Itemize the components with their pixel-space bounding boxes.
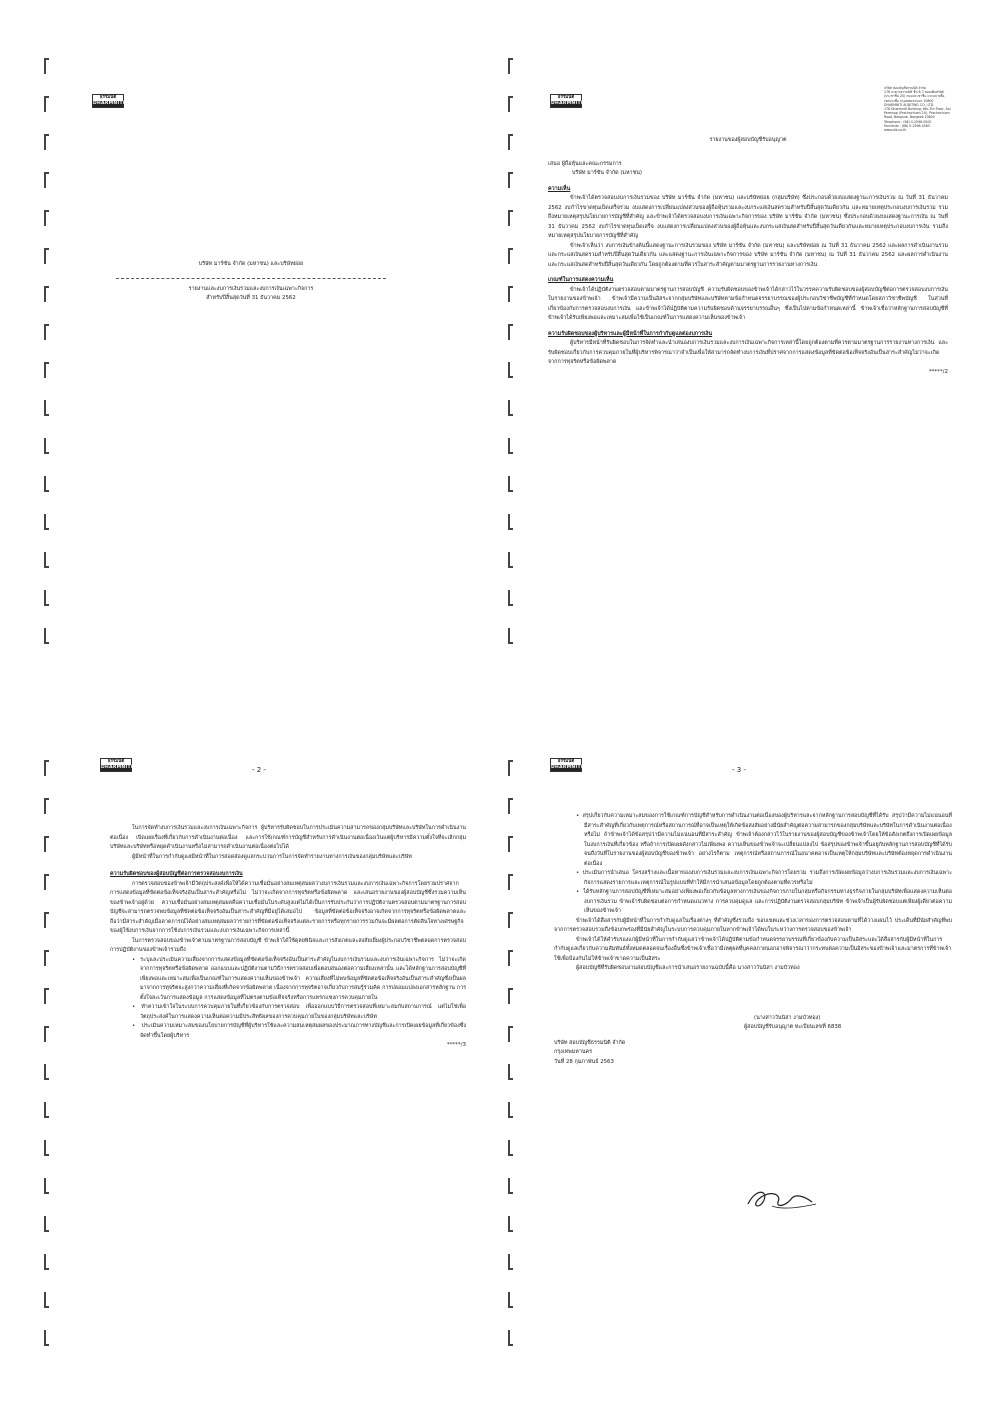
opinion-paragraph: ข้าพเจ้าได้ตรวจสอบงบการเงินรวมของ บริษัท มาร์ซัน จำกัด (มหาชน) และบริษัทย่อย (กลุ่มบริษัท) ซึ่งประกอบด้วยงบแสดงฐานะการเงินรวม ณ วันที่ 31 ธันวาคม 2562 งบกำไรขาดทุนเบ็ดเสร็จรวม งบแสดงการเปลี่ยนแปลงส่วนของผู้ถือหุ้นรวมและงบกระแสเงินสดรวมสำหรับปีสิ้นสุดวันเดียวกัน และหมายเหตุประกอบงบการเงินรวม รวมถึงหมายเหตุสรุปนโยบายการบัญชีที่สำคัญ และข้าพเจ้าได้ตรวจสอบงบการเงินเฉพาะกิจการของ บริษัท มาร์ซัน จำกัด (มหาชน) ซึ่งประกอบด้วยงบแสดงฐานะการเงิน ณ วันที่ 31 ธันวาคม 2562 งบกำไรขาดทุนเบ็ดเสร็จ งบแสดงการเปลี่ยนแปลงส่วนของผู้ถือหุ้นและงบกระแสเงินสดสำหรับปีสิ้นสุดวันเดียวกันและหมายเหตุประกอบงบการเงิน รวมถึงหมายเหตุสรุปนโยบายการบัญชีที่สำคัญ	[548, 195, 948, 239]
bullet-text: ทำความเข้าใจในระบบการควบคุมภายในที่เกี่ยวข้องกับการตรวจสอบ เพื่อออกแบบวิธีการตรวจสอบที่เหมาะสมกับสถานการณ์ แต่ไม่ใช่เพื่อวัตถุประสงค์ในการแสดงความเห็นต่อความมีประสิทธิผลของการควบคุมภายในของกลุ่มบริษัทและบริษัท	[140, 1004, 466, 1020]
opinion-paragraph: ข้าพเจ้าเห็นว่า งบการเงินข้างต้นนี้แสดงฐานะการเงินรวมของ บริษัท มาร์ซัน จำกัด (มหาชน) และบริษัทย่อย ณ วันที่ 31 ธันวาคม 2562 และผลการดำเนินงานรวมและกระแสเงินสดรวมสำหรับปีสิ้นสุดวันเดียวกัน และแสดงฐานะการเงินเฉพาะกิจการของ บริษัท มาร์ซัน จำกัด (มหาชน) ณ วันที่ 31 ธันวาคม 2562 และผลการดำเนินงานและกระแสเงินสดสำหรับปีสิ้นสุดวันเดียวกัน โดยถูกต้องตามที่ควรในสาระสำคัญตามมาตรฐานการรายงานทางการเงิน	[548, 242, 948, 268]
page-number: - 2 -	[252, 766, 266, 774]
cover-period: สำหรับปีสิ้นสุดวันที่ 31 ธันวาคม 2562	[206, 295, 296, 301]
basis-paragraph: ข้าพเจ้าได้ปฏิบัติงานตรวจสอบตามมาตรฐานการสอบบัญชี ความรับผิดชอบของข้าพเจ้าได้กล่าวไว้ในวรรคความรับผิดชอบของผู้สอบบัญชีต่อการตรวจสอบงบการเงินในรายงานของข้าพเจ้า ข้าพเจ้ามีความเป็นอิสระจากกลุ่มบริษัทและบริษัทตามข้อกำหนดจรรยาบรรณของผู้ประกอบวิชาชีพบัญชีที่กำหนดโดยสภาวิชาชีพบัญชี ในส่วนที่เกี่ยวข้องกับการตรวจสอบงบการเงิน และข้าพเจ้าได้ปฏิบัติตามความรับผิดชอบด้านจรรยาบรรณอื่นๆ ซึ่งเป็นไปตามข้อกำหนดเหล่านี้ ข้าพเจ้าเชื่อว่าหลักฐานการสอบบัญชีที่ข้าพเจ้าได้รับเพียงพอและเหมาะสมเพื่อใช้เป็นเกณฑ์ในการแสดงความเห็นของข้าพเจ้า	[548, 286, 948, 321]
report-body	[554, 812, 952, 1067]
page-audit-report-1	[496, 0, 992, 702]
cover-company: บริษัท มาร์ซัน จำกัด (มหาชน) และบริษัทย่อย	[198, 261, 304, 267]
report-date: วันที่ 28 กุมภาพันธ์ 2563	[554, 1058, 614, 1065]
responsibility-paragraph: ผู้บริหารมีหน้าที่รับผิดชอบในการจัดทำและนำเสนองบการเงินรวมและงบการเงินเฉพาะกิจการเหล่านี้โดยถูกต้องตามที่ควรตามมาตรฐานการรายงานทางการเงิน และรับผิดชอบเกี่ยวกับการควบคุมภายในที่ผู้บริหารพิจารณาว่าจำเป็นเพื่อให้สามารถจัดทำงบการเงินที่ปราศจากการแสดงข้อมูลที่ขัดต่อข้อเท็จจริงอันเป็นสาระสำคัญไม่ว่าจะเกิดจากการทุจริตหรือข้อผิดพลาด	[548, 340, 948, 365]
bullet-item: • สรุปเกี่ยวกับความเหมาะสมของการใช้เกณฑ์การบัญชีสำหรับการดำเนินงานต่อเนื่องของผู้บริหารและจากหลักฐานการสอบบัญชีที่ได้รับ สรุปว่ามีความไม่แน่นอนที่มีสาระสำคัญที่เกี่ยวกับเหตุการณ์หรือสถานการณ์ที่อาจเป็นเหตุให้เกิดข้อสงสัยอย่างมีนัยสำคัญต่อความสามารถของกลุ่มบริษัทและบริษัทในการดำเนินงานต่อเนื่องหรือไม่ ถ้าข้าพเจ้าได้ข้อสรุปว่ามีความไม่แน่นอนที่มีสาระสำคัญ ข้าพเจ้าต้องกล่าวไว้ในรายงานของผู้สอบบัญชีของข้าพเจ้าโดยให้ข้อสังเกตถึงการเปิดเผยข้อมูลในงบการเงินที่เกี่ยวข้อง หรือถ้าการเปิดเผยดังกล่าวไม่เพียงพอ ความเห็นของข้าพเจ้าจะเปลี่ยนแปลงไป ข้อสรุปของข้าพเจ้าขึ้นอยู่กับหลักฐานการสอบบัญชีที่ได้รับจนถึงวันที่ในรายงานของผู้สอบบัญชีของข้าพเจ้า อย่างไรก็ตาม เหตุการณ์หรือสถานการณ์ในอนาคตอาจเป็นเหตุให้กลุ่มบริษัทและบริษัทต้องหยุดการดำเนินงานต่อเนื่อง	[576, 813, 952, 867]
bullet-text: ประเมินความเหมาะสมของนโยบายการบัญชีที่ผู้บริหารใช้และความสมเหตุสมผลของประมาณการทางบัญชีและการเปิดเผยข้อมูลที่เกี่ยวข้องซึ่งจัดทำขึ้นโดยผู้บริหาร	[140, 1023, 466, 1039]
bullet-text: สรุปเกี่ยวกับความเหมาะสมของการใช้เกณฑ์การบัญชีสำหรับการดำเนินงานต่อเนื่องของผู้บริหารและจากหลักฐานการสอบบัญชีที่ได้รับ สรุปว่ามีความไม่แน่นอนที่มีสาระสำคัญที่เกี่ยวกับเหตุการณ์หรือสถานการณ์ที่อาจเป็นเหตุให้เกิดข้อสงสัยอย่างมีนัยสำคัญต่อความสามารถของกลุ่มบริษัทและบริษัทในการดำเนินงานต่อเนื่องหรือไม่ ถ้าข้าพเจ้าได้ข้อสรุปว่ามีความไม่แน่นอนที่มีสาระสำคัญ ข้าพเจ้าต้องกล่าวไว้ในรายงานของผู้สอบบัญชีของข้าพเจ้าโดยให้ข้อสังเกตถึงการเปิดเผยข้อมูลในงบการเงินที่เกี่ยวข้อง หรือถ้าการเปิดเผยดังกล่าวไม่เพียงพอ ความเห็นของข้าพเจ้าจะเปลี่ยนแปลงไป ข้อสรุปของข้าพเจ้าขึ้นอยู่กับหลักฐานการสอบบัญชีที่ได้รับจนถึงวันที่ในรายงานของผู้สอบบัญชีของข้าพเจ้า อย่างไรก็ตาม เหตุการณ์หรือสถานการณ์ในอนาคตอาจเป็นเหตุให้กลุ่มบริษัทและบริษัทต้องหยุดการดำเนินงานต่อเนื่อง	[582, 813, 952, 867]
bullet-item: • ได้รับหลักฐานการสอบบัญชีที่เหมาะสมอย่างเพียงพอเกี่ยวกับข้อมูลทางการเงินของกิจการภายในกลุ่มหรือกิจกรรมทางธุรกิจภายในกลุ่มบริษัทเพื่อแสดงความเห็นต่องบการเงินรวม ข้าพเจ้ารับผิดชอบต่อการกำหนดแนวทาง การควบคุมดูแล และการปฏิบัติงานตรวจสอบกลุ่มบริษัท ข้าพเจ้าเป็นผู้รับผิดชอบแต่เพียงผู้เดียวต่อความเห็นของข้าพเจ้า	[576, 889, 952, 914]
paragraph: การตรวจสอบของข้าพเจ้ามีวัตถุประสงค์เพื่อให้ได้ความเชื่อมั่นอย่างสมเหตุสมผลว่างบการเงินรวมและงบการเงินเฉพาะกิจการโดยรวมปราศจากการแสดงข้อมูลที่ขัดต่อข้อเท็จจริงอันเป็นสาระสำคัญหรือไม่ ไม่ว่าจะเกิดจากการทุจริตหรือข้อผิดพลาด และเสนอรายงานของผู้สอบบัญชีซึ่งรวมความเห็นของข้าพเจ้าอยู่ด้วย ความเชื่อมั่นอย่างสมเหตุสมผลคือความเชื่อมั่นในระดับสูงแต่ไม่ได้เป็นการรับประกันว่าการปฏิบัติงานตรวจสอบตามมาตรฐานการสอบบัญชีจะสามารถตรวจพบข้อมูลที่ขัดต่อข้อเท็จจริงอันเป็นสาระสำคัญที่มีอยู่ได้เสมอไป ข้อมูลที่ขัดต่อข้อเท็จจริงอาจเกิดจากการทุจริตหรือข้อผิดพลาดและถือว่ามีสาระสำคัญเมื่อคาดการณ์ได้อย่างสมเหตุสมผลว่ารายการที่ขัดต่อข้อเท็จจริงแต่ละรายการหรือทุกรายการรวมกันจะมีผลต่อการตัดสินใจทางเศรษฐกิจของผู้ใช้งบการเงินจากการใช้งบการเงินรวมและงบการเงินเฉพาะกิจการเหล่านี้	[110, 880, 466, 934]
page-cover	[0, 0, 496, 702]
logo-thai-text: ธรรมนิติ	[551, 759, 581, 765]
binding-holes	[508, 760, 526, 1380]
logo-thai-text: ธรรมนิติ	[551, 95, 581, 101]
paragraph: ในการจัดทำงบการเงินรวมและงบการเงินเฉพาะกิจการ ผู้บริหารรับผิดชอบในการประเมินความสามารถของกลุ่มบริษัทและบริษัทในการดำเนินงานต่อเนื่อง เปิดเผยเรื่องที่เกี่ยวกับการดำเนินงานต่อเนื่อง และการใช้เกณฑ์การบัญชีสำหรับการดำเนินงานต่อเนื่องเว้นแต่ผู้บริหารมีความตั้งใจที่จะเลิกกลุ่มบริษัทและบริษัทหรือหยุดดำเนินงานหรือไม่สามารถดำเนินงานต่อเนื่องต่อไปได้	[110, 825, 466, 850]
section-heading-responsibility: ความรับผิดชอบของผู้บริหารและผู้มีหน้าที่ในการกำกับดูแลต่องบการเงิน	[548, 330, 713, 337]
paragraph: ผู้สอบบัญชีที่รับผิดชอบงานสอบบัญชีและการนำเสนอรายงานฉบับนี้คือ นางสาววันนิสา งามบัวทอง	[576, 965, 800, 971]
letterhead-line: (ประชาชื่น 20) ถนนประชาชื่น แขวงบางซื่อ	[884, 94, 945, 99]
auditor-license: ผู้สอบบัญชีรับอนุญาต ทะเบียนเลขที่ 6838	[744, 1024, 842, 1030]
paragraph: ในการตรวจสอบของข้าพเจ้าตามมาตรฐานการสอบบัญชี ข้าพเจ้าได้ใช้ดุลยพินิจและการสังเกตและสงสัยเยี่ยงผู้ประกอบวิชาชีพตลอดการตรวจสอบ การปฏิบัติงานของข้าพเจ้ารวมถึง	[110, 937, 466, 953]
dharmniti-logo	[550, 758, 582, 772]
bullet-item: • ประเมินการนำเสนอ โครงสร้างและเนื้อหาของงบการเงินรวมและงบการเงินเฉพาะกิจการโดยรวม รวมถึงการเปิดเผยข้อมูลว่างบการเงินรวมและงบการเงินเฉพาะกิจการแสดงรายการและเหตุการณ์ในรูปแบบที่ทำให้มีการนำเสนอข้อมูลโดยถูกต้องตามที่ควรหรือไม่	[576, 870, 952, 886]
cover-title: รายงานและงบการเงินรวมและงบการเงินเฉพาะกิจการ	[188, 285, 314, 292]
paragraph: ข้าพเจ้าได้สื่อสารกับผู้มีหน้าที่ในการกำกับดูแลในเรื่องต่างๆ ที่สำคัญซึ่งรวมถึง ขอบเขตและช่วงเวลาของการตรวจสอบตามที่ได้วางแผนไว้ ประเด็นที่มีนัยสำคัญที่พบจากการตรวจสอบรวมถึงข้อบกพร่องที่มีนัยสำคัญในระบบการควบคุมภายในหากข้าพเจ้าได้พบในระหว่างการตรวจสอบของข้าพเจ้า	[554, 917, 952, 933]
paragraph: ผู้มีหน้าที่ในการกำกับดูแลมีหน้าที่ในการสอดส่องดูแลกระบวนการในการจัดทำรายงานทางการเงินของกลุ่มบริษัทและบริษัท	[132, 853, 412, 860]
report-body	[110, 824, 466, 1051]
letterhead-line: www.dia.co.th	[884, 128, 907, 133]
auditor-name: (นางสาววันนิสา งามบัวทอง)	[754, 1014, 821, 1021]
bullet-text: ได้รับหลักฐานการสอบบัญชีที่เหมาะสมอย่างเพียงพอเกี่ยวกับข้อมูลทางการเงินของกิจการภายในกลุ่มหรือกิจกรรมทางธุรกิจภายในกลุ่มบริษัทเพื่อแสดงความเห็นต่องบการเงินรวม ข้าพเจ้ารับผิดชอบต่อการกำหนดแนวทาง การควบคุมดูแล และการปฏิบัติงานตรวจสอบกลุ่มบริษัท ข้าพเจ้าเป็นผู้รับผิดชอบแต่เพียงผู้เดียวต่อความเห็นของข้าพเจ้า	[583, 889, 952, 914]
bullet-text: ระบุและประเมินความเสี่ยงจากการแสดงข้อมูลที่ขัดต่อข้อเท็จจริงอันเป็นสาระสำคัญในงบการเงินรวมและงบการเงินเฉพาะกิจการ ไม่ว่าจะเกิดจากการทุจริตหรือข้อผิดพลาด ออกแบบและปฏิบัติงานตามวิธีการตรวจสอบเพื่อตอบสนองต่อความเสี่ยงเหล่านั้น และได้หลักฐานการสอบบัญชีที่เพียงพอและเหมาะสมเพื่อเป็นเกณฑ์ในการแสดงความเห็นของข้าพเจ้า ความเสี่ยงที่ไม่พบข้อมูลที่ขัดต่อข้อเท็จจริงอันเป็นสาระสำคัญซึ่งเป็นผลมาจากการทุจริตจะสูงกว่าความเสี่ยงที่เกิดจากข้อผิดพลาด เนื่องจากการทุจริตอาจเกี่ยวกับการสมรู้ร่วมคิด การปลอมแปลงเอกสารหลักฐาน การตั้งใจละเว้นการแสดงข้อมูล การแสดงข้อมูลที่ไม่ตรงตามข้อเท็จจริงหรือการแทรกแซงการควบคุมภายใน	[140, 956, 466, 1001]
section-heading-basis: เกณฑ์ในการแสดงความเห็น	[548, 277, 614, 283]
letterhead-line: Permsap (Prachachuen 20), Prachachuen	[884, 111, 950, 116]
city: กรุงเทพมหานคร	[554, 1049, 593, 1055]
bullet-item: • ทำความเข้าใจในระบบการควบคุมภายในที่เกี่ยวข้องกับการตรวจสอบ เพื่อออกแบบวิธีการตรวจสอบที่เหมาะสมกับสถานการณ์ แต่ไม่ใช่เพื่อวัตถุประสงค์ในการแสดงความเห็นต่อความมีประสิทธิผลของการควบคุมภายในของกลุ่มบริษัทและบริษัท	[132, 1004, 466, 1020]
bullet-item: • ประเมินความเหมาะสมของนโยบายการบัญชีที่ผู้บริหารใช้และความสมเหตุสมผลของประมาณการทางบัญชีและการเปิดเผยข้อมูลที่เกี่ยวข้องซึ่งจัดทำขึ้นโดยผู้บริหาร	[132, 1023, 466, 1039]
binding-holes	[44, 760, 62, 1380]
auditor-signature	[742, 1184, 822, 1214]
dharmniti-logo	[100, 758, 132, 772]
cover-title-block	[116, 260, 386, 304]
logo-thai-text: ธรรมนิติ	[101, 759, 131, 765]
letterhead-line: บริษัท สอบบัญชีธรรมนิติ จำกัด	[884, 86, 927, 90]
binding-holes	[44, 58, 62, 678]
addressee-line: เสนอ ผู้ถือหุ้นและคณะกรรมการ	[548, 160, 622, 167]
addressee-company: บริษัท มาร์ซัน จำกัด (มหาชน)	[572, 170, 643, 176]
bullet-text: ประเมินการนำเสนอ โครงสร้างและเนื้อหาของงบการเงินรวมและงบการเงินเฉพาะกิจการโดยรวม รวมถึงการเปิดเผยข้อมูลว่างบการเงินรวมและงบการเงินเฉพาะกิจการแสดงรายการและเหตุการณ์ในรูปแบบที่ทำให้มีการนำเสนอข้อมูลโดยถูกต้องตามที่ควรหรือไม่	[582, 870, 952, 886]
logo-english-text: DHARMNITI	[551, 101, 583, 106]
letterhead-line: Facsimile : (66) 0-2596-0563	[884, 123, 930, 128]
letterhead-line: 178 อาคารธรรมนิติ ชั้น 6-7 ซอยเพิ่มทรัพย์	[884, 90, 944, 95]
logo-english-text: DHARMNITI	[551, 765, 583, 770]
letterhead-line: 178 Dharmniti Building, 6th-7th Floor, Soi	[884, 107, 951, 112]
page-audit-report-3	[496, 702, 992, 1404]
logo-english-text: DHARMNITI	[93, 101, 125, 106]
page-audit-report-2	[0, 702, 496, 1404]
section-heading-auditor-responsibility: ความรับผิดชอบของผู้สอบบัญชีต่อการตรวจสอบงบการเงิน	[110, 871, 243, 877]
divider	[116, 278, 386, 279]
firm-letterhead	[884, 86, 958, 132]
dharmniti-logo	[550, 94, 582, 108]
report-heading: รายงานของผู้สอบบัญชีรับอนุญาต	[709, 137, 787, 143]
bullet-item: • ระบุและประเมินความเสี่ยงจากการแสดงข้อมูลที่ขัดต่อข้อเท็จจริงอันเป็นสาระสำคัญในงบการเงินรวมและงบการเงินเฉพาะกิจการ ไม่ว่าจะเกิดจากการทุจริตหรือข้อผิดพลาด ออกแบบและปฏิบัติงานตามวิธีการตรวจสอบเพื่อตอบสนองต่อความเสี่ยงเหล่านั้น และได้หลักฐานการสอบบัญชีที่เพียงพอและเหมาะสมเพื่อเป็นเกณฑ์ในการแสดงความเห็นของข้าพเจ้า ความเสี่ยงที่ไม่พบข้อมูลที่ขัดต่อข้อเท็จจริงอันเป็นสาระสำคัญซึ่งเป็นผลมาจากการทุจริตจะสูงกว่าความเสี่ยงที่เกิดจากข้อผิดพลาด เนื่องจากการทุจริตอาจเกี่ยวกับการสมรู้ร่วมคิด การปลอมแปลงเอกสารหลักฐาน การตั้งใจละเว้นการแสดงข้อมูล การแสดงข้อมูลที่ไม่ตรงตามข้อเท็จจริงหรือการแทรกแซงการควบคุมภายใน	[132, 956, 466, 1001]
report-body	[548, 136, 948, 377]
letterhead-line: DHARMNITI AUDITING CO., LTD.	[884, 102, 935, 107]
paragraph: ข้าพเจ้าได้ให้คำรับรองแก่ผู้มีหน้าที่ในการกำกับดูแลว่าข้าพเจ้าได้ปฏิบัติตามข้อกำหนดจรรยาบรรณที่เกี่ยวข้องกับความเป็นอิสระและได้สื่อสารกับผู้มีหน้าที่ในการกำกับดูแลเกี่ยวกับความสัมพันธ์ทั้งหมดตลอดจนเรื่องอื่นซึ่งข้าพเจ้าเชื่อว่ามีเหตุผลที่บุคคลภายนอกอาจพิจารณาว่ากระทบต่อความเป็นอิสระของข้าพเจ้าและมาตรการที่ข้าพเจ้าใช้เพื่อป้องกันไม่ให้ข้าพเจ้าขาดความเป็นอิสระ	[554, 936, 952, 962]
dharmniti-logo	[92, 94, 124, 108]
audit-firm: บริษัท สอบบัญชีธรรมนิติ จำกัด	[554, 1039, 626, 1046]
letterhead-line: Road, Bangsue, Bangkok 10800	[884, 115, 935, 120]
letterhead-line: เขตบางซื่อ กรุงเทพมหานคร 10800	[884, 98, 934, 103]
continued-marker: *****/3	[446, 1042, 466, 1048]
continued-marker: *****/2	[928, 368, 948, 375]
logo-thai-text: ธรรมนิติ	[93, 95, 123, 101]
section-heading-opinion: ความเห็น	[548, 185, 571, 192]
page-number: - 3 -	[732, 766, 746, 774]
binding-holes	[508, 58, 526, 678]
letterhead-line: Telephone : (66) 0-2596-0500	[884, 119, 932, 124]
logo-english-text: DHARMNITI	[101, 765, 133, 770]
